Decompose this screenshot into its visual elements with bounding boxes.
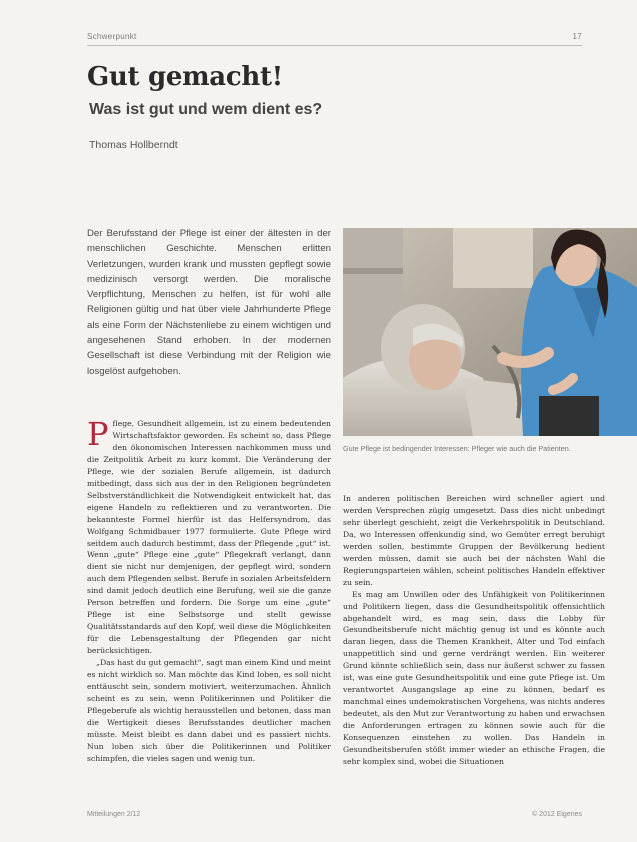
photo-caption: Gute Pflege ist bedingender Interessen: Pfleger wie auch die Patienten. (343, 444, 571, 453)
photo-illustration (343, 228, 637, 436)
paragraph (87, 415, 331, 657)
left-text-column (87, 415, 331, 765)
paragraph: In anderen politischen Bereichen wird schneller agiert und werden Versprechen zügig umgesetzt. Dass dies nicht unbedingt sehr überlegt geschieht, zeigt die Verkehrspolitik in Deutschland. Da, wo Interessen offenkundig sind, wo Gemüter erregt beruhigt werden sollen, bestimmte Gruppen der Bevölkerung bedient werden müssen, damit sie auch bei der nächsten Wahl die Regierungsparteien wählen, scheint politisches Handeln effektiver zu sein. (343, 494, 605, 587)
drop-cap: P (87, 415, 109, 453)
right-text-column (343, 493, 605, 768)
page-footer (87, 811, 582, 818)
nurse-patient-photo (343, 228, 637, 436)
article-intro: Der Berufsstand der Pflege ist einer der ältesten in der menschlichen Geschichte. Menschen erlitten Verletzungen, wurden krank und mussten gepflegt sowie medizinisch versorgt werden. Die moralische Verpflichtung, Menschen zu helfen, ist für wohl alle Religionen gültig und hat über viele Jahrhunderte Pflege als eine Form der Nächstenliebe zu einem wichtigen und angesehenen Stand erhoben. In der modernen Gesellschaft ist diese Verbindung mit der Religion wie losgelöst aufgehoben. (87, 228, 331, 377)
paragraph: Es mag am Unwillen oder des Unfähigkeit von Politikerinnen und Politikern liegen, dass die Gesundheitspolitik offensichtlich abgehandelt wird, es mag sein, dass die Lobby für Gesundheitsberufe nicht mächtig genug ist und es könnte auch daran liegen, dass die Themen Krankheit, Alter und Tod einfach unappetitlich sind und gerne verdrängt werden. Ein weiterer Grund könnte schließlich sein, dass nur äußerst schwer zu fassen ist, was eine gute Gesundheitspolitik und eine gute Pflege ist. Um verantwortet Ausgangslage ap eine zu können, bedarf es manchmal eines undemokratischen Vorgehens, was nichts anderes bedeutet, als den Mut zur Verantwortung zu haben und erwachsen die Anforderungen ertragen zu können sowie auch für die Konsequenzen einstehen zu wollen. Das Handeln in Gesundheitsberufen stößt immer wieder an ethische Fragen, die sehr komplex sind, wobei die Situationen (343, 589, 605, 766)
page-number: 17 (572, 32, 582, 41)
article-title: Gut gemacht! (87, 62, 283, 92)
paragraph: „Das hast du gut gemacht“, sagt man einem Kind und meint es nicht wirklich so. Man möchte das Kind loben, es soll nicht enttäuscht sein, sondern motiviert, weiterzumachen. Ähnlich scheint es zu sein, wenn Politikerinnen und Politiker die Pflegeberufe als wichtig herausstellen und betonen, dass man die Wertigkeit dieses Berufsstandes deutlicher machen müsste. Meist bleibt es dann dabei und es passiert nichts. Nun loben sich über die Politikerinnen und Politiker schimpfen, die vieles sagen und wenig tun. (87, 658, 331, 763)
running-head (87, 32, 582, 41)
section-label: Schwerpunkt (87, 32, 137, 41)
footer-right: © 2012 Eigenes (532, 811, 582, 818)
paragraph-text: flege, Gesundheit allgemein, ist zu einem bedeutenden Wirtschaftsfaktor geworden. Es scheint so, dass Pflege den ökonomischen Interessen nachkommen muss und die Zeitpolitik Arbeit zu kurz kommt. Die Veränderung der Pflege, wie der sozialen Berufe allgemein, ist dadurch mitbedingt, dass sich aus der in den Religionen begründeten Selbstverständlichkeit die Notwendigkeit entwickelt hat, das eigene Handeln zu reflektieren und zu verantworten. Die bekannteste Formel hierfür ist das Helfersyndrom, das Wolfgang Schmidbauer 1977 formulierte. Gute Pflege wird seitdem auch dadurch bestimmt, dass der Pflegende „gut“ ist. Wenn „gute“ Pflege eine „gute“ Pflegekraft verlangt, dann dient sie nicht nur demjenigen, der gepflegt wird, sondern auch dem Pflegenden selbst. Berufe in sozialen Arbeitsfeldern sind damit jedoch deutlich eine Berufung, weil sie die ganze Person betreffen und fordern. Die Sorge um eine „gute“ Pflege ist eine Selbstsorge und stellt gewisse Qualitätsstandards auf den Kopf, weil diese die Möglichkeiten für die Lebensgestaltung der Pflegenden gar nicht berücksichtigen. (87, 419, 331, 656)
article-author: Thomas Hollberndt (89, 139, 178, 151)
footer-left: Mitteilungen 2/12 (87, 811, 141, 818)
header-rule (87, 45, 582, 46)
article-subtitle: Was ist gut und wem dient es? (89, 101, 323, 118)
